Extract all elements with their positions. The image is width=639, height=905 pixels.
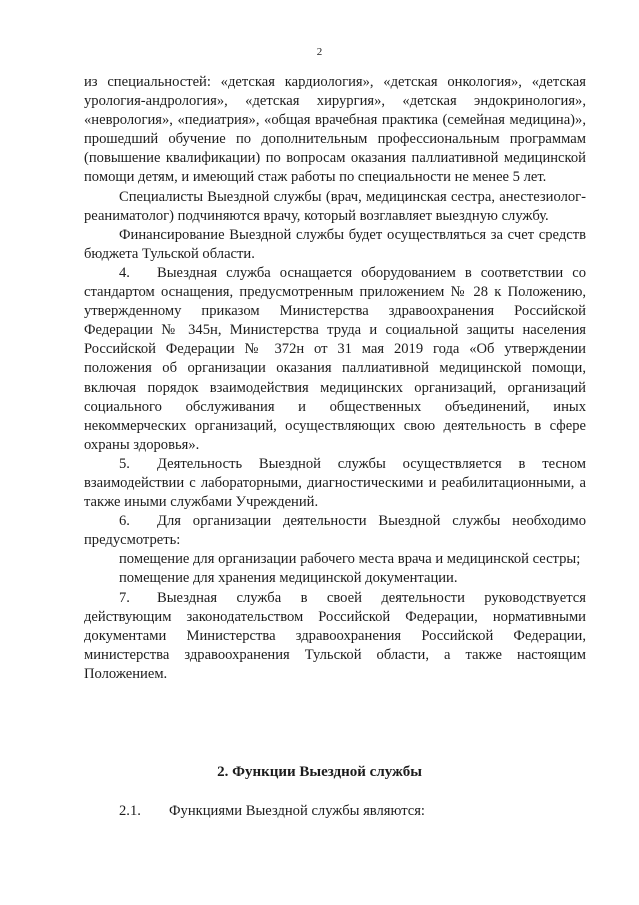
paragraph-text: Выездная служба в своей деятельности руководствуется действующим законодательством Российской Федерации, нормативными документами Министерства здравоохранения Российской Федерации, министерства здравоохранения Тульской области, а также настоящим Положением.: [84, 589, 586, 682]
section-item-text: Функциями Выездной службы являются:: [169, 803, 425, 819]
page-number: 2: [316, 46, 323, 58]
section-item: [119, 803, 425, 820]
paragraph-number: 5.: [119, 455, 130, 472]
paragraph-organization: [84, 512, 586, 550]
paragraph-storage: помещение для хранения медицинской документации.: [119, 570, 458, 587]
paragraph-number: 7.: [119, 589, 130, 606]
paragraph-regulations: [84, 589, 586, 684]
paragraph-workplace: помещение для организации рабочего места врача и медицинской сестры;: [119, 551, 581, 568]
paragraph-number: 6.: [119, 513, 130, 530]
paragraph-continuation: из специальностей: «детская кардиология», «детская онкология», «детская урология-андрология», «детская хирургия», «детская эндокринология», «неврология», «педиатрия», «общая врачебная практика (семейная медицина)», прошедший обучение по дополнительным профессиональным программам (повышение квалификации) по вопросам оказания паллиативной медицинской помощи детям, и имеющий стаж работы по специальности не менее 5 лет.: [84, 74, 586, 186]
paragraph-number: 4.: [119, 264, 130, 281]
paragraph-text: Выездная служба оснащается оборудованием в соответствии со стандартом оснащения, предусмотренным приложением № 28 к Положению, утвержденному приказом Министерства здравоохранения Российской Федерации № 345н, Министерства труда и социальной защиты населения Российской Федерации № 372н от 31 мая 2019 года «Об утверждении положения об организации оказания паллиативной медицинской помощи, включая порядок взаимодействия медицинских организаций, организаций социального обслуживания и общественных объединений, иных некоммерческих организаций, осуществляющих свою деятельность в сфере охраны здоровья».: [84, 264, 586, 453]
paragraph-cooperation: [84, 455, 586, 512]
paragraph-specialists: Специалисты Выездной службы (врач, медицинская сестра, анестезиолог-реаниматолог) подчиняются врачу, который возглавляет выездную службу.: [84, 188, 586, 224]
section-item-number: 2.1.: [119, 803, 141, 819]
paragraph-text: Для организации деятельности Выездной службы необходимо предусмотреть:: [84, 513, 586, 549]
section-heading: 2. Функции Выездной службы: [217, 764, 422, 780]
document-body: [84, 73, 586, 684]
paragraph-equipment: [84, 264, 586, 455]
paragraph-financing: Финансирование Выездной службы будет осуществляться за счет средств бюджета Тульской области.: [84, 226, 586, 262]
paragraph-text: Деятельность Выездной службы осуществляется в тесном взаимодействии с лабораторными, диагностическими и реабилитационными, а также иными службами Учреждений.: [84, 455, 586, 511]
